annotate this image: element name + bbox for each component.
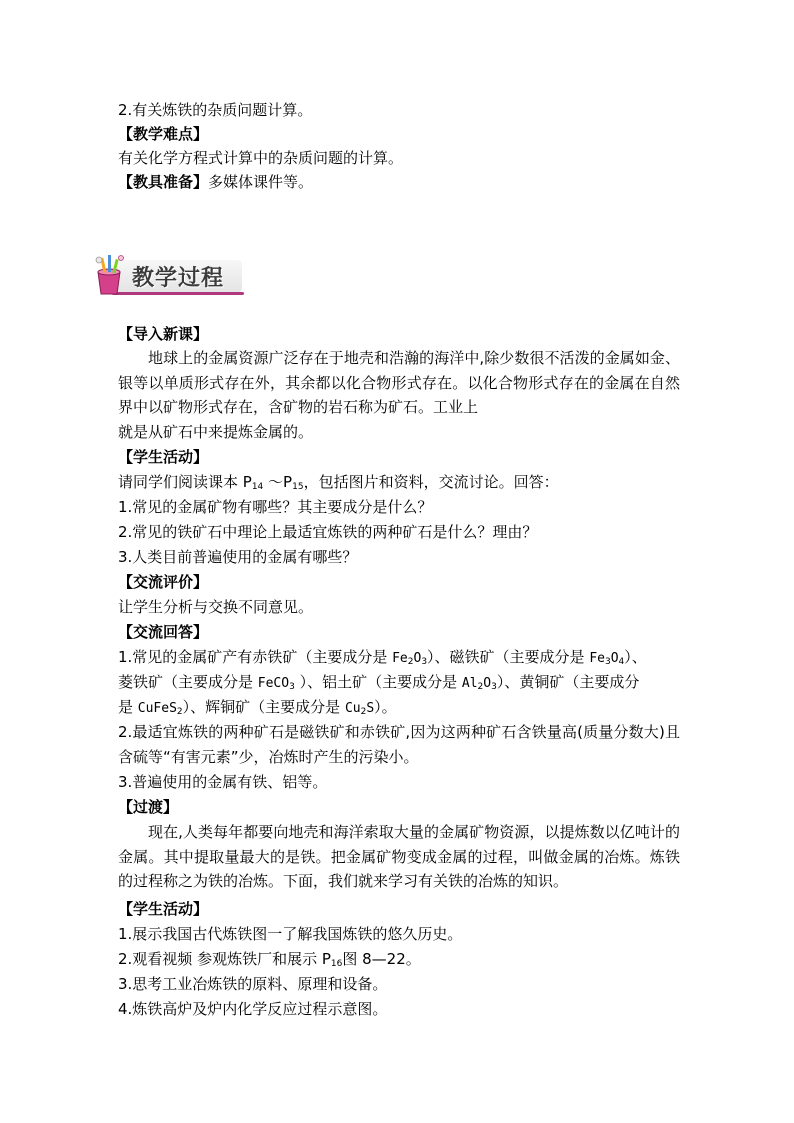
answer-heading: 【交流回答】	[118, 623, 209, 641]
answer-1-line-3: 是 CuFeS$_2$）、辉铜矿（主要成分是 $Cu_2S$）。	[118, 698, 397, 717]
intro-tail: 就是从矿石中来提炼金属的。	[118, 423, 314, 441]
answer-3: 3.普遍使用的金属有铁、铝等。	[118, 773, 328, 791]
activity1-question-3: 3.人类目前普遍使用的金属有哪些？	[118, 548, 358, 566]
banner-title: 教学过程	[132, 266, 225, 291]
answer-2: 2.最适宜炼铁的两种矿石是磁铁矿和赤铁矿,因为这两种矿石含铁量高(质量分数大)且含硫等“有害元素”少，冶炼时产生的污染小。	[118, 723, 680, 766]
prep-line	[118, 170, 313, 194]
prep-text: 多媒体课件等。	[208, 173, 314, 191]
activity1-heading: 【学生活动】	[118, 448, 209, 466]
activity2-step-1: 1.展示我国古代炼铁图一了解我国炼铁的悠久历史。	[118, 925, 463, 943]
activity1-question-1: 1.常见的金属矿物有哪些？其主要成分是什么？	[118, 498, 433, 516]
prep-heading: 【教具准备】	[118, 173, 209, 191]
evaluate-heading: 【交流评价】	[118, 573, 209, 591]
difficulty-text: 有关化学方程式计算中的杂质问题的计算。	[118, 149, 404, 167]
activity2-step-2: 2.观看视频 参观炼铁厂和展示 $P_{16}$图 8—22。	[118, 950, 421, 969]
activity2-step-3: 3.思考工业冶炼铁的原料、原理和设备。	[118, 975, 388, 993]
answer-1-line-2: 菱铁矿（主要成分是 FeCO$_3$ ）、铝土矿（主要成分是 $Al_2O_3$）、黄铜矿（主要成分	[118, 673, 640, 692]
banner-underline	[112, 292, 244, 295]
text-line: 2.有关炼铁的杂质问题计算。	[118, 101, 313, 119]
answer-1-line-1: 1.常见的金属矿产有赤铁矿（主要成分是 $Fe_2O_3$）、磁铁矿（主要成分是 $Fe_3O_4$）、	[118, 648, 647, 667]
intro-heading: 【导入新课】	[118, 325, 209, 343]
activity2-heading: 【学生活动】	[118, 900, 209, 918]
activity1-instruction: 请同学们阅读课本 $P_{14}$ $\sim P_{15}$，包括图片和资料，交流讨论。回答：	[118, 473, 559, 492]
evaluate-text: 让学生分析与交换不同意见。	[118, 598, 314, 616]
transition-heading: 【过渡】	[118, 798, 179, 816]
difficulty-heading: 【教学难点】	[118, 125, 209, 143]
section-banner	[90, 252, 246, 300]
intro-paragraph: 地球上的金属资源广泛存在于地壳和浩瀚的海洋中,除少数很不活泼的金属如金、银等以单质形式存在外，其余都以化合物形式存在。以化合物形式存在的金属在自然界中以矿物形式存在，含矿物的岩石称为矿石。工业上	[118, 349, 680, 417]
pencil-cup-icon	[90, 252, 130, 298]
activity2-step-4: 4.炼铁高炉及炉内化学反应过程示意图。	[118, 1000, 388, 1018]
activity1-question-2: 2.常见的铁矿石中理论上最适宜炼铁的两种矿石是什么？理由？	[118, 523, 538, 541]
transition-paragraph: 现在,人类每年都要向地壳和海洋索取大量的金属矿物资源，以提炼数以亿吨计的金属。其中提取量最大的是铁。把金属矿物变成金属的过程，叫做金属的冶炼。炼铁的过程称之为铁的冶炼。下面，我们就来学习有关铁的冶炼的知识。	[118, 823, 680, 891]
